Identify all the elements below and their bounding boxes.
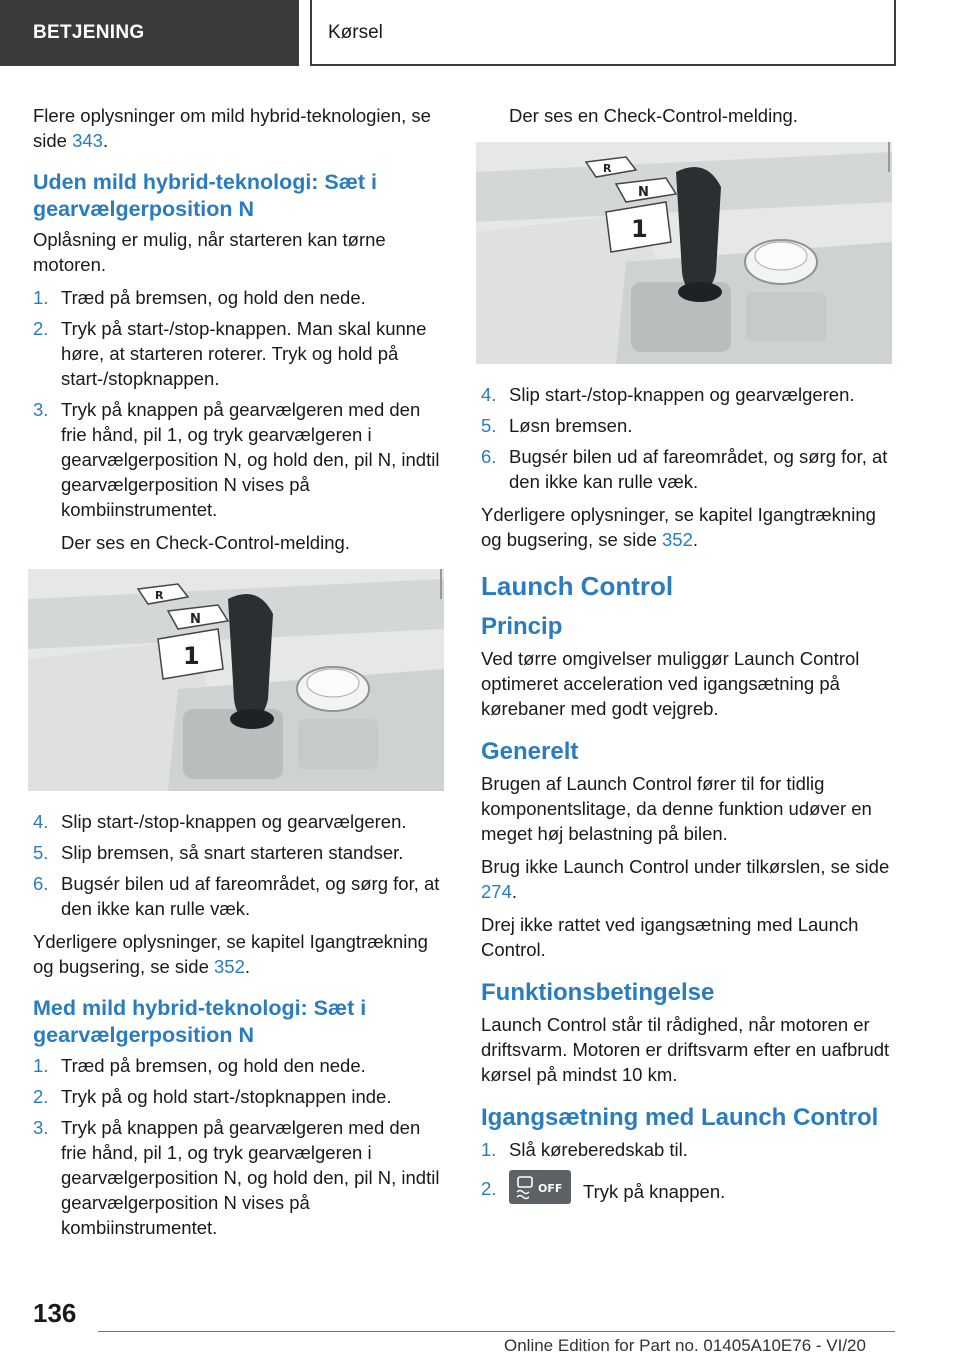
generelt-paragraph-3: Drej ikke rattet ved igangsætning med Launch Control. [481, 914, 859, 960]
list-item: 5. Løsn bremsen. [481, 415, 633, 436]
list-item: 3. Tryk på knappen på gearvælgeren med den frie hånd, pil 1, og tryk gearvælgeren i gearvælgerposition N, og hold den, pil N, indtil gearvælgerposition N vises på kombiinstrumentet. [33, 1117, 440, 1238]
list-item: 5. Slip bremsen, så snart starteren standser. [33, 842, 404, 863]
label-1: 1 [183, 642, 200, 670]
list-item: 6. Bugsér bilen ud af fareområdet, og sørg for, at den ikke kan rulle væk. [481, 446, 888, 492]
list-item: 4. Slip start-/stop-knappen og gearvælgeren. [481, 384, 855, 405]
list-item: 6. Bugsér bilen ud af fareområdet, og sørg for, at den ikke kan rulle væk. [33, 873, 440, 919]
sub-note: Der ses en Check-Control-melding. [61, 532, 350, 553]
intro-paragraph: Flere oplysninger om mild hybrid-teknologien, se side 343. [33, 105, 431, 151]
label-1: 1 [631, 215, 648, 243]
svg-text:OFF: OFF [538, 1182, 563, 1195]
section-title: BETJENING [0, 0, 299, 66]
heading-princip: Princip [481, 613, 563, 640]
page-link[interactable]: 352 [662, 529, 693, 550]
list-item: 2. Tryk på og hold start-/stopknappen inde. [33, 1086, 392, 1107]
princip-paragraph: Ved tørre omgivelser muliggør Launch Control optimeret acceleration ved igangsætning på kørebaner med godt vejgreb. [481, 648, 860, 719]
list-item: 1. Træd på bremsen, og hold den nede. [33, 287, 366, 308]
heading-generelt: Generelt [481, 738, 579, 765]
gear-selector-illustration [28, 569, 444, 791]
dsc-off-button-icon [509, 1170, 571, 1204]
page-link[interactable]: 352 [214, 956, 245, 977]
list-item: 2. Tryk på start-/stop-knappen. Man skal kunne høre, at starteren roterer. Tryk og hold på start-/stopknappen. [33, 318, 427, 389]
list-item: 1. Slå køreberedskab til. [481, 1139, 688, 1160]
towing-paragraph: Yderligere oplysninger, se kapitel Igangtrækning og bugsering, se side 352. [33, 931, 428, 977]
page-link[interactable]: 343 [72, 130, 103, 151]
edition-text: Online Edition for Part no. 01405A10E76 - VI/20 [504, 1336, 866, 1355]
heading-igangsaetning: Igangsætning med Launch Control [481, 1104, 879, 1131]
steps-list-2 [33, 809, 445, 921]
label-n: N [190, 612, 201, 627]
gear-selector-illustration [476, 142, 892, 364]
funktion-paragraph: Launch Control står til rådighed, når motoren er driftsvarm. Motoren er driftsvarm efter en uafbrudt kørsel på mindst 10 km. [481, 1014, 890, 1085]
heading-with-hybrid: Med mild hybrid-teknologi: Sæt i gearvælgerposition N [33, 996, 367, 1047]
heading-launch-control: Launch Control [481, 571, 674, 601]
label-r: R [603, 162, 612, 175]
page-number: 136 [33, 1298, 77, 1328]
list-item: 1. Træd på bremsen, og hold den nede. [33, 1055, 366, 1076]
steps-list-4 [481, 382, 893, 494]
steps-list-5 [481, 1137, 893, 1210]
steps-list-3 [33, 1053, 445, 1240]
label-r: R [155, 589, 164, 602]
page-header [0, 0, 960, 66]
heading-funktionsbetingelse: Funktionsbetingelse [481, 979, 715, 1006]
generelt-paragraph-2: Brug ikke Launch Control under tilkørslen, se side 274. [481, 856, 890, 902]
check-control-note: Der ses en Check-Control-melding. [509, 105, 798, 126]
without-paragraph: Oplåsning er mulig, når starteren kan tørne motoren. [33, 229, 386, 275]
page-link[interactable]: 274 [481, 881, 512, 902]
steps-list-1 [33, 285, 445, 555]
chapter-title: Kørsel [310, 0, 896, 66]
label-n: N [638, 185, 649, 200]
heading-without-hybrid: Uden mild hybrid-teknologi: Sæt i gearvælgerposition N [33, 170, 377, 221]
right-column [481, 103, 893, 1218]
list-item: 3. Tryk på knappen på gearvælgeren med den frie hånd, pil 1, og tryk gearvælgeren i gearvælgerposition N, og hold den, pil N, indtil gearvælgerposition N vises på kombiinstrumentet. Der ses en Check-Control-melding. [33, 397, 445, 555]
list-item: 2. OFF Tryk på knappen. [481, 1176, 893, 1210]
left-column [33, 103, 445, 1248]
footer-divider [98, 1331, 895, 1332]
generelt-paragraph-1: Brugen af Launch Control fører til for tidlig komponentslitage, da denne funktion udøver en meget høj belastning på bilen. [481, 773, 872, 844]
towing-paragraph: Yderligere oplysninger, se kapitel Igangtrækning og bugsering, se side 352. [481, 504, 876, 550]
list-item: 4. Slip start-/stop-knappen og gearvælgeren. [33, 811, 407, 832]
